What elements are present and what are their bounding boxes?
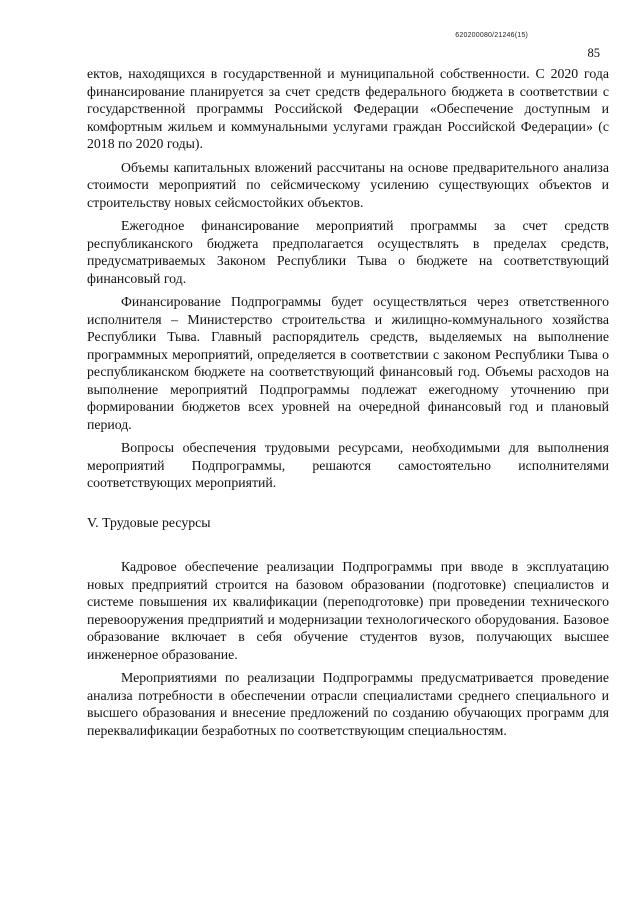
paragraph-continuation: ектов, находящихся в государственной и муниципальной собственности. С 2020 года финансирование планируется за счет средств федерального бюджета в соответствии с государственной программы Российской Федерации «Обеспечение доступным и комфортным жильем и коммунальными услугами граждан Российской Федерации» (с 2018 по 2020 годы). — [87, 66, 609, 151]
paragraph-labor-questions: Вопросы обеспечения трудовыми ресурсами, необходимыми для выполнения мероприятий Подпрограммы, решаются самостоятельно исполнителями соответствующих мероприятий. — [87, 440, 609, 490]
paragraph-capital-investment: Объемы капитальных вложений рассчитаны на основе предварительного анализа стоимости мероприятий по сейсмическому усилению существующих объектов и строительству новых сейсмостойких объектов. — [87, 159, 609, 210]
paragraph-republican-budget: Ежегодное финансирование мероприятий программы за счет средств республиканского бюджета предполагается осуществлять в пределах средств, предусматриваемых Законом Республики Тыва о бюджете на соответствующий финансовый год. — [87, 218, 609, 286]
paragraph-measures: Мероприятиями по реализации Подпрограммы предусматривается проведение анализа потребности в обеспечении отрасли специалистами среднего специального и высшего образования и внесение предложений по созданию обучающих программ для переквалификации безработных по соответствующим специальностям. — [87, 670, 609, 738]
document-registration-code: 620200080/21246(15) — [455, 32, 528, 39]
paragraph-financing: Финансирование Подпрограммы будет осуществляться через ответственного исполнителя – Министерство строительства и жилищно-коммунального хозяйства Республики Тыва. Главный распорядитель средств, выделяемых на выполнение программных мероприятий, определяется в соответствии с законом Республики Тыва о республиканском бюджете на соответствующий финансовый год. Объемы расходов на выполнение мероприятий Подпрограммы подлежат ежегодному уточнению при формировании бюджетов всех уровней на очередной финансовый год и плановый период. — [87, 294, 609, 432]
document-body — [87, 65, 609, 745]
page-number: 85 — [587, 46, 600, 60]
paragraph-staffing: Кадровое обеспечение реализации Подпрограммы при вводе в эксплуатацию новых предприятий строится на базовом образовании (подготовке) специалистов и системе повышения их квалификации (переподготовке) при проведении технического перевооружения предприятий и модернизации технологического оборудования. Базовое образование включает в себя обучение студентов вузов, получающих высшее инженерное образование. — [87, 559, 609, 662]
section-heading: V. Трудовые ресурсы — [87, 514, 211, 530]
